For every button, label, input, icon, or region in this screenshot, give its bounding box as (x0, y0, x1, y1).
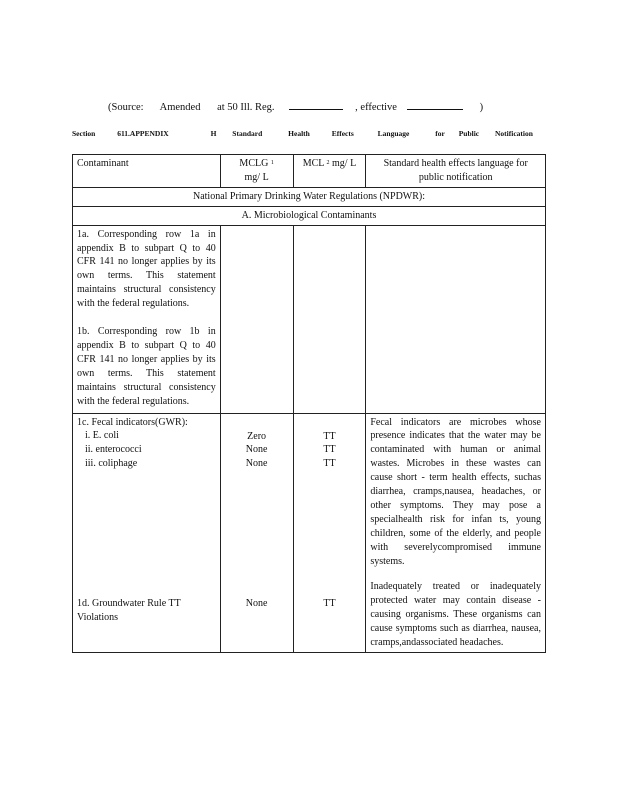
row-1a-text: 1a. Corresponding row 1a in appendix B to subpart Q to 40 CFR 141 no longer applies by its own terms. This statement maintains structural consistency with the federal regulations. (77, 228, 216, 310)
row-1c-item: i. E. coli (85, 430, 119, 442)
heading-word: 611.APPENDIX (117, 129, 169, 138)
row-1c-language: Fecal indicators are microbes whose presence indicates that the water may be contaminated with human or animal wastes. Microbes in these wastes can cause short - term health effects, suchas diarrhea, cramps,nausea, headaches, or other symptoms. They may pose a specialhealth risk for infan ts, young children, some of the elderly, and people with severelycompromised immune systems. (370, 416, 541, 567)
source-prefix: (Source: (108, 102, 144, 113)
heading-word: Public (458, 129, 480, 138)
register-blank (289, 99, 343, 110)
table-row-1c-1d (73, 413, 546, 653)
heading-word: Section (72, 129, 96, 138)
effective-blank (407, 99, 463, 110)
npdwr-heading: National Primary Drinking Water Regulations (NPDWR): (73, 187, 546, 206)
table-header-row (73, 155, 546, 188)
row-1c-item: iii. coliphage (85, 458, 138, 470)
source-close: ) (479, 102, 484, 113)
header-contaminant: Contaminant (73, 155, 221, 188)
row-1a-mcl (293, 225, 366, 413)
row-1b-text: 1b. Corresponding row 1b in appendix B to subpart Q to 40 CFR 141 no longer applies by its own terms. This statement maintains structural consistency with the federal regulations. (77, 326, 216, 407)
source-note (108, 99, 497, 113)
source-effective: , effective (355, 102, 397, 113)
health-effects-table (72, 154, 546, 653)
header-mclg: MCLG $^1$ mg/ L (220, 155, 293, 188)
table-row-1a-1b (73, 225, 546, 413)
row-1c-mcl: TT (323, 444, 336, 456)
heading-word: Standard (232, 129, 263, 138)
source-register: at 50 Ill. Reg. (217, 102, 275, 113)
row-1c-title: 1c. Fecal indicators(GWR): (77, 416, 188, 428)
table-row-npdwr (73, 187, 546, 206)
heading-word: Health (288, 129, 310, 138)
row-1d-language: Inadequately treated or inadequately protected water may contain disease -causing organisms. These organisms can cause symptoms such as diarrhea, nausea, cramps,andassociated headaches. (370, 581, 541, 649)
heading-word: for (435, 129, 445, 138)
row-1c-mcl: TT (323, 458, 336, 470)
section-heading (72, 129, 533, 138)
heading-word: H (210, 129, 217, 138)
rows-1c-1d-language (366, 413, 546, 653)
header-mcl: MCL $^2$ mg/ L (293, 155, 366, 188)
row-1c-mclg: None (245, 444, 268, 456)
row-1d-title: 1d. Groundwater Rule TT Violations (77, 598, 181, 624)
row-1a-mclg (220, 225, 293, 413)
heading-word: Notification (494, 129, 533, 138)
row-1c-mclg: Zero (247, 430, 267, 442)
row-1c-item: ii. enterococci (85, 444, 142, 456)
row-1d-mclg: None (245, 598, 268, 610)
row-1c-mclg: None (245, 458, 268, 470)
table-row-section-a (73, 206, 546, 225)
heading-word: Effects (331, 129, 354, 138)
rows-1c-1d-cell (73, 413, 221, 653)
rows-1a-1b-cell (73, 225, 221, 413)
row-1c-mcl: TT (323, 430, 336, 442)
row-1d-mcl: TT (323, 598, 336, 610)
row-1a-language (366, 225, 546, 413)
rows-1c-1d-mclg (220, 413, 293, 653)
header-language: Standard health effects language for public notification (366, 155, 546, 188)
source-amended: Amended (159, 102, 201, 113)
rows-1c-1d-mcl (293, 413, 366, 653)
section-a-heading: A. Microbiological Contaminants (73, 206, 546, 225)
heading-word: Language (377, 129, 410, 138)
